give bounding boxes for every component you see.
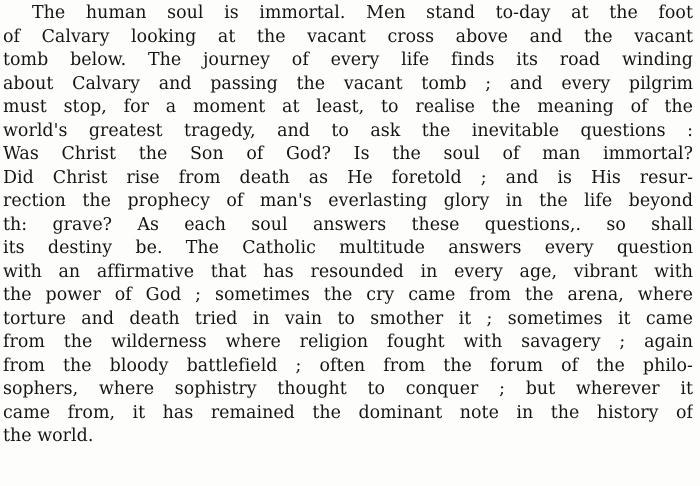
text-line: Was Christ the Son of God? Is the soul of man immortal? bbox=[3, 144, 693, 164]
text-line: must stop, for a moment at least, to realise the meaning of the bbox=[3, 97, 693, 117]
text-line: from the bloody battlefield ; often from the forum of the philo- bbox=[3, 355, 693, 376]
text-line: sophers, where sophistry thought to conquer ; but wherever it bbox=[3, 379, 693, 399]
text-line-last: the world. bbox=[3, 426, 94, 446]
text-line: of Calvary looking at the vacant cross above and the vacant bbox=[3, 26, 693, 47]
text-line: Did Christ rise from death as He foretold ; and is His resur- bbox=[3, 167, 693, 188]
text-line: rection the prophecy of man's everlasting glory in the life beyond bbox=[3, 191, 693, 211]
text-line: with an affirmative that has resounded in every age, vibrant with bbox=[3, 261, 693, 282]
text-line: about Calvary and passing the vacant tomb ; and every pilgrim bbox=[3, 73, 693, 94]
text-line: came from, it has remained the dominant note in the history of bbox=[3, 402, 693, 423]
text-line: its destiny be. The Catholic multitude answers every question bbox=[3, 238, 693, 258]
text-line: The human soul is immortal. Men stand to-day at the foot bbox=[32, 3, 693, 23]
text-line: world's greatest tragedy, and to ask the inevitable questions : bbox=[3, 120, 693, 141]
body-paragraph bbox=[3, 2, 693, 449]
text-line: torture and death tried in vain to smother it ; sometimes it came bbox=[3, 308, 693, 329]
text-line: from the wilderness where religion fought with savagery ; again bbox=[3, 332, 693, 352]
text-line: th: grave? As each soul answers these questions,. so shall bbox=[3, 214, 693, 235]
text-line: tomb below. The journey of every life finds its road winding bbox=[3, 50, 693, 70]
text-line: the power of God ; sometimes the cry came from the arena, where bbox=[3, 285, 693, 305]
